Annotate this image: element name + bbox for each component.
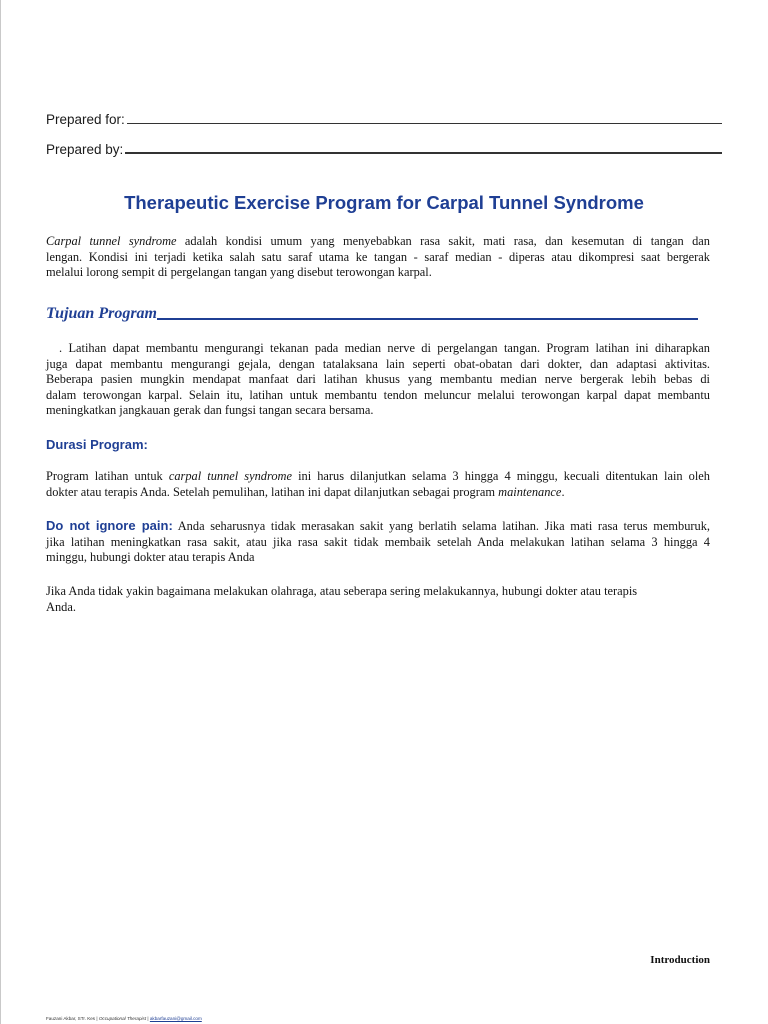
- durasi-line: [46, 469, 710, 485]
- durasi-paragraph: [46, 469, 710, 500]
- credit-name: Fauzani Akbar, STr. Kes |: [46, 1016, 98, 1021]
- durasi-term: carpal tunnel syndrome: [168, 469, 293, 483]
- tujuan-line: . Latihan dapat membantu mengurangi tekanan pada median nerve di pergelangan tangan. Program latihan ini diharapkan: [59, 341, 710, 355]
- tujuan-line: Beberapa pasien mungkin mendapat manfaat dari latihan khusus yang membantu median nerve bergerak lebih bebas di: [46, 372, 710, 386]
- heading-underline: [157, 318, 698, 320]
- credit-email-link[interactable]: akbarfauzani@gmail.com: [149, 1016, 202, 1021]
- credit-role: Occupational Therapist: [98, 1016, 147, 1021]
- intro-line: melalui lorong sempit di pergelangan tangan yang disebut terowongan karpal.: [46, 265, 432, 279]
- durasi-text: Program latihan untuk: [46, 469, 169, 483]
- pain-line: [46, 518, 710, 535]
- durasi-line: [46, 485, 710, 501]
- intro-line: lengan. Kondisi ini terjadi ketika salah satu saraf utama ke tangan - saraf median - diperas atau dikompresi saat bergerak: [46, 249, 710, 264]
- document-title: Therapeutic Exercise Program for Carpal Tunnel Syndrome: [124, 192, 644, 213]
- tujuan-heading: [46, 305, 698, 323]
- durasi-text: .: [561, 484, 565, 499]
- tujuan-paragraph: [46, 341, 710, 419]
- pain-line: minggu, hubungi dokter atau terapis Anda: [46, 550, 255, 564]
- intro-term: Carpal tunnel syndrome: [46, 234, 177, 248]
- pain-paragraph: [46, 518, 710, 566]
- pain-line: jika latihan meningkatkan rasa sakit, atau jika rasa sakit tidak membaik setelah Anda melakukan latihan selama 3 hingga 4: [46, 534, 710, 549]
- tujuan-line: dalam terowongan karpal. Selain itu, latihan untuk membantu tendon meluncur melalui terowongan karpal dapat membantu: [46, 387, 710, 402]
- durasi-text: ini harus dilanjutkan selama 3 hingga 4 minggu, kecuali ditentukan lain oleh: [292, 469, 710, 483]
- tujuan-line: meningkatkan jangkauan gerak dan fungsi tangan secara bersama.: [46, 403, 374, 417]
- closing-line: Anda.: [46, 599, 76, 614]
- prepared-for-field[interactable]: [127, 123, 722, 124]
- intro-line1-text: adalah kondisi umum yang menyebabkan rasa sakit, mati rasa, dan kesemutan di tangan dan: [176, 234, 711, 248]
- prepared-for-label: Prepared for:: [46, 112, 125, 127]
- credit-separator: |: [147, 1016, 149, 1021]
- closing-paragraph: [46, 584, 710, 615]
- intro-line: [46, 234, 710, 250]
- durasi-heading: Durasi Program:: [46, 437, 148, 452]
- footer-credit: [46, 1016, 202, 1021]
- durasi-term: maintenance: [498, 484, 562, 499]
- pain-text: Anda seharusnya tidak merasakan sakit yang berlatih selama latihan. Jika mati rasa terus memburuk,: [172, 519, 710, 533]
- page-edge: [0, 0, 1, 1024]
- tujuan-heading-text: Tujuan Program: [46, 305, 157, 322]
- closing-line: Jika Anda tidak yakin bagaimana melakukan olahraga, atau seberapa sering melakukannya, hubungi dokter atau terapis: [46, 584, 638, 598]
- tujuan-line: juga dapat membantu mengurangi gejala, dengan tatalaksana lain seperti obat-obatan dari dokter, dan adaptasi aktivitas.: [46, 356, 710, 371]
- durasi-text: dokter atau terapis Anda. Setelah pemulihan, latihan ini dapat dilanjutkan sebagai program: [46, 484, 499, 499]
- prepared-by-row: [46, 142, 722, 157]
- intro-paragraph: [46, 234, 710, 281]
- prepared-by-label: Prepared by:: [46, 142, 124, 157]
- prepared-for-row: [46, 112, 722, 127]
- pain-label: Do not ignore pain:: [46, 518, 173, 533]
- section-label: Introduction: [650, 954, 710, 966]
- prepared-by-field[interactable]: [125, 152, 722, 154]
